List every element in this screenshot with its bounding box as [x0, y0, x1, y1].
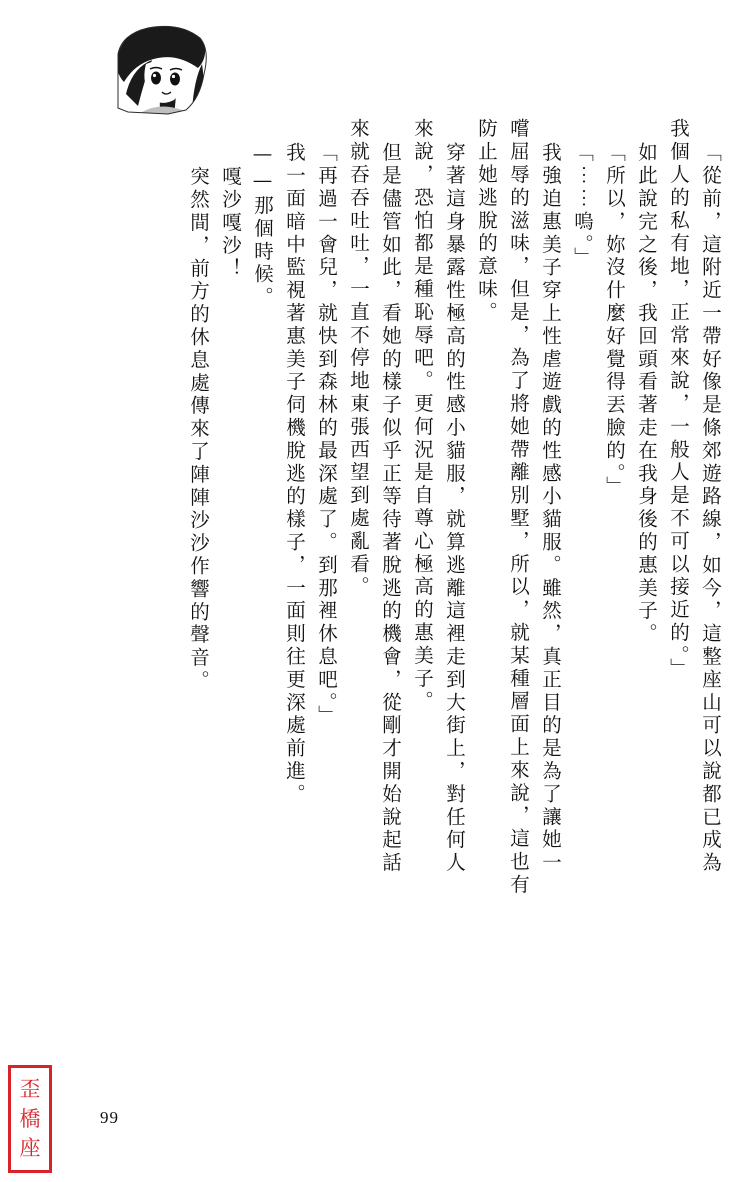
text-column: 穿著這身暴露性極高的性感小貓服，就算逃離這裡走到大街上，對任何人	[443, 142, 466, 875]
text-column: 嘎沙嘎沙！	[219, 166, 242, 281]
text-column: 「再過一會兒，就快到森林的最深處了。到那裡休息吧。」	[315, 142, 338, 728]
red-seal-stamp	[8, 1065, 52, 1173]
page-number: 99	[100, 1108, 119, 1127]
text-column: 嚐屈辱的滋味，但是，為了將她帶離別墅，所以，就某種層面上來說，這也有	[507, 118, 530, 897]
text-column: 我一面暗中監視著惠美子伺機脫逃的樣子，一面則往更深處前進。	[283, 142, 306, 807]
text-column: 我個人的私有地，正常來說，一般人是不可以接近的。」	[667, 118, 690, 681]
text-column: 但是儘管如此，看她的樣子似乎正等待著脫逃的機會，從剛才開始說起話	[379, 142, 402, 875]
text-column: 「從前，這附近一帶好像是條郊遊路線，如今，這整座山可以說都已成為	[699, 142, 722, 875]
seal-character: 橋	[19, 1106, 41, 1131]
text-column: 來就吞吞吐吐，一直不停地東張西望到處亂看。	[347, 118, 370, 599]
text-column: ——那個時候。	[251, 142, 274, 310]
text-column: 來說，恐怕都是種恥辱吧。更何況是自尊心極高的惠美子。	[411, 118, 434, 714]
text-column: 「所以，妳沒什麼好覺得丟臉的。」	[603, 142, 626, 499]
seal-character: 座	[19, 1135, 41, 1160]
manga-girl-portrait-illustration	[108, 24, 212, 116]
vertical-text-body	[176, 118, 720, 1023]
text-column: 如此說完之後，我回頭看著走在我身後的惠美子。	[635, 142, 658, 646]
text-column: 「⋯⋯嗚。」	[571, 142, 594, 270]
seal-character: 歪	[19, 1077, 41, 1102]
text-column: 防止她逃脫的意味。	[475, 118, 498, 325]
text-column: 我強迫惠美子穿上性虐遊戲的性感小貓服。雖然，真正目的是為了讓她一	[539, 142, 562, 875]
text-column: 突然間，前方的休息處傳來了陣陣沙沙作響的聲音。	[187, 166, 210, 693]
